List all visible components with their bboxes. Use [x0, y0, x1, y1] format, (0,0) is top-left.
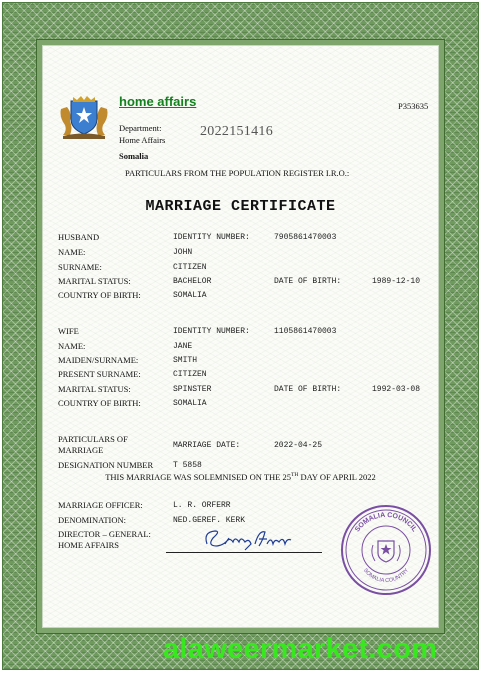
director-general-label: [58, 529, 151, 551]
department-label: [119, 122, 165, 146]
solemnised-statement: [0, 472, 481, 482]
signature-line: [166, 552, 322, 553]
marriage-officer-value: L. R. ORFERR: [173, 501, 231, 510]
wife-marital-value: SPINSTER: [173, 385, 212, 394]
svg-text:SOMALIA COUNCIL: SOMALIA COUNCIL: [354, 511, 418, 534]
marriage-date-label: MARRIAGE DATE:: [173, 441, 241, 450]
husband-id-value: 7905861470003: [274, 233, 337, 242]
certificate-title: MARRIAGE CERTIFICATE: [145, 198, 336, 215]
wife-present-surname-label: PRESENT SURNAME:: [58, 369, 141, 379]
wife-id-value: 1105861470003: [274, 327, 337, 336]
denomination-value: NED.GEREF. KERK: [173, 516, 246, 525]
marriage-date-value: 2022-04-25: [274, 441, 323, 450]
husband-surname-value: CITIZEN: [173, 263, 207, 272]
husband-cob-label: COUNTRY OF BIRTH:: [58, 290, 141, 300]
husband-name-value: JOHN: [173, 248, 193, 257]
husband-marital-label: MARITAL STATUS:: [58, 276, 131, 286]
wife-cob-label: COUNTRY OF BIRTH:: [58, 398, 141, 408]
marriage-particulars-line-1: PARTICULARS OF: [58, 434, 128, 444]
registration-number: 2022151416: [200, 124, 273, 139]
wife-name-value: JANE: [173, 342, 193, 351]
wife-cob-value: SOMALIA: [173, 399, 207, 408]
wife-name-label: NAME:: [58, 341, 86, 351]
denomination-label: DENOMINATION:: [58, 515, 126, 525]
husband-id-label: IDENTITY NUMBER:: [173, 233, 250, 242]
designation-number-value: T 5858: [173, 461, 202, 470]
wife-section-label: WIFE: [58, 326, 79, 336]
designation-number-label: DESIGNATION NUMBER: [58, 460, 154, 470]
official-seal-stamp: [339, 503, 433, 597]
svg-text:SOMALIA COUNTRY: SOMALIA COUNTRY: [361, 567, 411, 585]
solemnised-rest: DAY OF APRIL 2022: [298, 472, 376, 482]
husband-surname-label: SURNAME:: [58, 262, 102, 272]
wife-maiden-value: SMITH: [173, 356, 198, 365]
country-label: Somalia: [119, 151, 149, 161]
department-line-2: Home Affairs: [119, 135, 166, 145]
wife-dob-label: DATE OF BIRTH:: [274, 385, 342, 394]
husband-cob-value: SOMALIA: [173, 291, 207, 300]
department-line-1: Department:: [119, 123, 162, 133]
director-signature: [201, 526, 293, 552]
watermark-text: alaweermarket.com: [163, 633, 438, 665]
register-particulars: PARTICULARS FROM THE POPULATION REGISTER I.R.O.:: [125, 168, 350, 178]
wife-present-surname-value: CITIZEN: [173, 370, 207, 379]
coat-of-arms-emblem: [57, 95, 111, 139]
wife-id-label: IDENTITY NUMBER:: [173, 327, 250, 336]
solemnised-ordinal: TH: [290, 472, 299, 479]
director-line-1: DIRECTOR – GENERAL:: [58, 529, 151, 539]
wife-marital-label: MARITAL STATUS:: [58, 384, 131, 394]
husband-name-label: NAME:: [58, 247, 86, 257]
reference-number: P353635: [398, 101, 429, 111]
wife-maiden-label: MAIDEN/SURNAME:: [58, 355, 139, 365]
husband-dob-label: DATE OF BIRTH:: [274, 277, 342, 286]
husband-dob-value: 1989-12-10: [372, 277, 421, 286]
department-title-link[interactable]: home affairs: [119, 94, 197, 109]
director-line-2: HOME AFFAIRS: [58, 540, 120, 550]
marriage-particulars-label: [58, 434, 128, 456]
solemnised-prefix: THIS MARRIAGE WAS SOLEMNISED ON THE 25: [105, 472, 291, 482]
marriage-particulars-line-2: MARRIAGE: [58, 445, 104, 455]
husband-marital-value: BACHELOR: [173, 277, 212, 286]
husband-section-label: HUSBAND: [58, 232, 100, 242]
wife-dob-value: 1992-03-08: [372, 385, 421, 394]
marriage-officer-label: MARRIAGE OFFICER:: [58, 500, 143, 510]
